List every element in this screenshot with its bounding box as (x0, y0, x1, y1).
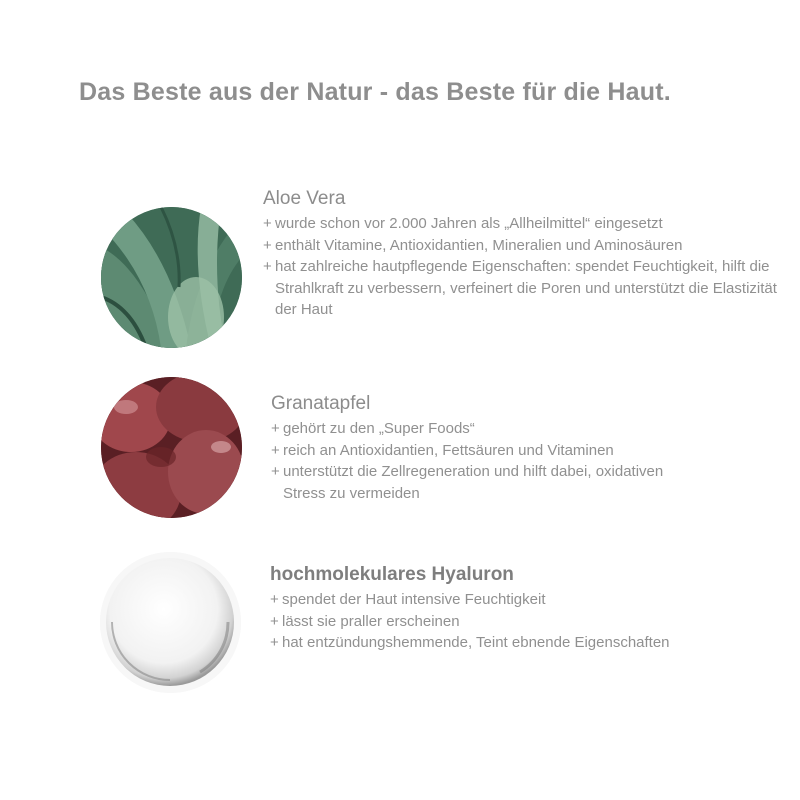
benefit-list (263, 213, 783, 321)
ingredient-title: Granatapfel (271, 393, 371, 414)
benefit-list (270, 589, 780, 654)
benefit-item: + spendet der Haut intensive Feuchtigkeit (270, 589, 780, 611)
benefit-item: + hat entzündungshemmende, Teint ebnende Eigenschaften (270, 632, 780, 654)
aloe-vera-image (101, 207, 242, 348)
benefit-item: + hat zahlreiche hautpflegende Eigenschaften: spendet Feuchtigkeit, hilft die Strahlkraft zu verbessern, verfeinert die Poren und unterstützt die Elastizität der Haut (263, 256, 783, 321)
benefit-item: + reich an Antioxidantien, Fettsäuren und Vitaminen (271, 440, 781, 462)
hyaluron-text (270, 564, 780, 654)
benefit-item: + lässt sie praller erscheinen (270, 611, 780, 633)
ingredient-title: hochmolekulares Hyaluron (270, 564, 514, 585)
benefit-list (271, 418, 781, 504)
ingredient-title: Aloe Vera (263, 188, 346, 209)
benefit-item: + gehört zu den „Super Foods“ (271, 418, 781, 440)
page-title: Das Beste aus der Natur - das Beste für die Haut. (79, 78, 671, 106)
benefit-item: + wurde schon vor 2.000 Jahren als „Allheilmittel“ eingesetzt (263, 213, 783, 235)
benefit-item: + enthält Vitamine, Antioxidantien, Mineralien und Aminosäuren (263, 235, 715, 257)
aloe-vera-text (263, 188, 783, 321)
granatapfel-text (271, 393, 781, 504)
benefit-item: + unterstützt die Zellregeneration und hilft dabei, oxidativen Stress zu vermeiden (271, 461, 693, 504)
hyaluron-droplet-image (100, 552, 241, 693)
pomegranate-image (101, 377, 242, 518)
